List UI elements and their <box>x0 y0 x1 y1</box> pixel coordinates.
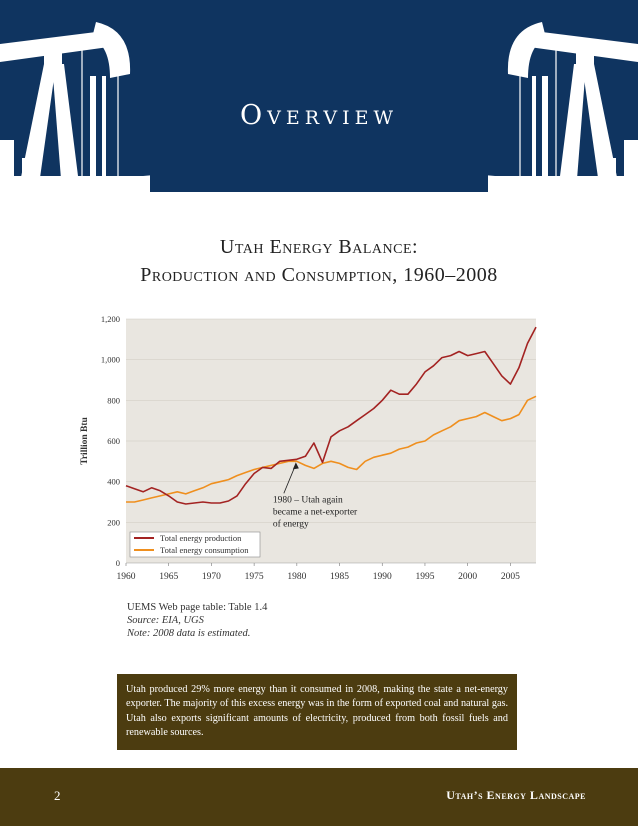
y-tick-label: 600 <box>107 436 120 446</box>
header-banner <box>0 0 638 192</box>
legend <box>130 532 260 557</box>
x-tick-label: 1965 <box>159 572 179 582</box>
x-tick-label: 1960 <box>116 572 136 582</box>
legend-label-consumption: Total energy consumption <box>160 545 249 555</box>
y-tick-label: 0 <box>115 558 120 568</box>
annotation-text-line: 1980 – Utah again <box>272 495 343 506</box>
legend-label-production: Total energy production <box>160 533 242 543</box>
chart-notes <box>127 601 267 640</box>
footer-title: Utah’s Energy Landscape <box>446 788 586 802</box>
energy-balance-chart <box>70 305 550 595</box>
annotation-text-line: became a net-exporter <box>272 507 358 518</box>
y-tick-label: 1,000 <box>100 354 120 365</box>
x-tick-label: 1975 <box>244 572 264 582</box>
page-title: Overview <box>240 100 398 131</box>
y-tick-label: 800 <box>107 395 120 406</box>
pumpjack-right-icon <box>488 0 638 192</box>
x-tick-label: 2005 <box>500 572 520 582</box>
x-tick-label: 1980 <box>287 572 307 582</box>
chart-title-line2: Production and Consumption, 1960–2008 <box>140 264 498 286</box>
x-tick-label: 1990 <box>372 572 392 582</box>
x-tick-label: 1970 <box>201 572 221 582</box>
notes-estimate: Note: 2008 data is estimated. <box>127 628 251 639</box>
y-tick-label: 400 <box>107 476 120 487</box>
page-number: 2 <box>54 788 61 803</box>
x-tick-label: 1995 <box>415 572 435 582</box>
annotation-text-line: of energy <box>272 519 309 530</box>
x-tick-label: 2000 <box>458 572 478 582</box>
notes-source: Source: EIA, UGS <box>127 615 204 626</box>
footer-bar <box>0 768 638 826</box>
y-axis-label: Trillion Btu <box>80 417 90 465</box>
x-tick-label: 1985 <box>330 572 350 582</box>
pumpjack-left-icon <box>0 0 150 192</box>
y-tick-label: 200 <box>107 517 120 528</box>
chart-title-line1: Utah Energy Balance: <box>219 236 419 258</box>
y-tick-label: 1,200 <box>100 314 120 324</box>
notes-table-ref: UEMS Web page table: Table 1.4 <box>127 602 268 613</box>
summary-callout: Utah produced 29% more energy than it consumed in 2008, making the state a net-energy exporter. The majority of this excess energy was in the form of exported coal and natural gas. Utah also exports significant amounts of electricity, produced from both fossil fuels and renewable sources. <box>117 674 517 750</box>
